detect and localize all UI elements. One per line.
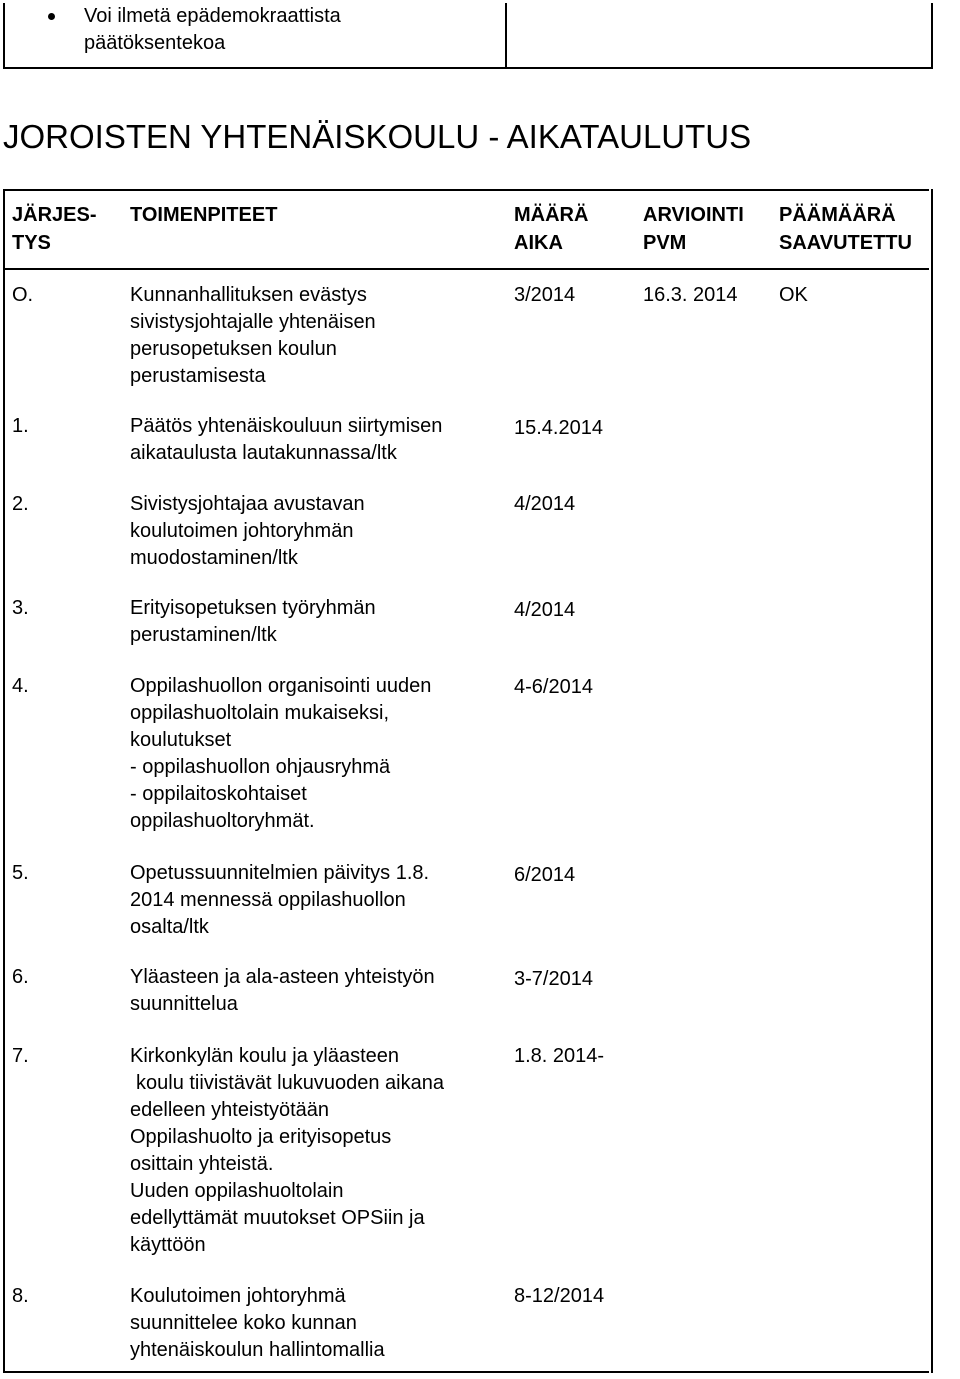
row-actions: Oppilashuollon organisointi uuden oppilashuoltolain mukaiseksi, koulutukset - oppilashuollon ohjausryhmä - oppilaitoskohtaiset oppilashuoltoryhmät. <box>130 675 432 832</box>
header-actions: TOIMENPITEET <box>130 204 278 226</box>
row-deadline: 4-6/2014 <box>514 676 593 698</box>
row-number: 6. <box>12 966 29 988</box>
row-actions: Päätös yhtenäiskouluun siirtymisen aikataulusta lautakunnassa/ltk <box>130 415 443 464</box>
row-number: 4. <box>12 675 29 697</box>
table-top-border <box>3 189 929 191</box>
row-actions: Koulutoimen johtoryhmä suunnittelee koko kunnan yhtenäiskoulun hallintomallia <box>130 1285 385 1361</box>
row-deadline: 4/2014 <box>514 599 576 621</box>
row-actions: Sivistysjohtajaa avustavan koulutoimen johtoryhmän muodostaminen/ltk <box>130 493 365 569</box>
row-actions: Erityisopetuksen työryhmän perustaminen/ltk <box>130 597 376 646</box>
row-number: 2. <box>12 493 29 515</box>
row-deadline: 15.4.2014 <box>514 417 603 439</box>
row-number: O. <box>12 284 34 306</box>
row-number: 5. <box>12 862 29 884</box>
header-deadline: MÄÄRÄ AIKA <box>514 204 589 254</box>
header-order: JÄRJES- TYS <box>12 204 97 254</box>
header-assessment-date: ARVIOINTI PVM <box>643 204 744 254</box>
row-actions: Kirkonkylän koulu ja yläasteen koulu tiivistävät lukuvuoden aikana edelleen yhteistyötään Oppilashuolto ja erityisopetus osittain yhteistä. Uuden oppilashuoltolain edellyttämät muutokset OPSiin ja käyttöön <box>130 1045 444 1256</box>
row-goal-achieved: OK <box>779 284 808 306</box>
table-bottom-border <box>3 1371 929 1373</box>
row-deadline: 8-12/2014 <box>514 1285 605 1307</box>
page-title: JOROISTEN YHTENÄISKOULU - AIKATAULUTUS <box>3 118 752 155</box>
row-actions: Yläasteen ja ala-asteen yhteistyön suunnittelua <box>130 966 435 1015</box>
row-number: 8. <box>12 1285 29 1307</box>
table-column-divider <box>505 3 507 67</box>
row-deadline: 3-7/2014 <box>514 968 593 990</box>
table-header-border <box>3 268 929 270</box>
row-actions: Kunnanhallituksen evästys sivistysjohtajalle yhtenäisen perusopetuksen koulun perustamisesta <box>130 284 376 387</box>
row-deadline: 3/2014 <box>514 284 576 306</box>
row-deadline: 1.8. 2014- <box>514 1045 605 1067</box>
bullet-icon <box>48 13 55 20</box>
row-number: 7. <box>12 1045 29 1067</box>
row-deadline: 4/2014 <box>514 493 576 515</box>
row-actions: Opetussuunnitelmien päivitys 1.8. 2014 mennessä oppilashuollon osalta/ltk <box>130 862 430 938</box>
row-number: 3. <box>12 597 29 619</box>
bullet-item-text: Voi ilmetä epädemokraattista päätöksentekoa <box>84 5 341 54</box>
row-assessment-date: 16.3. 2014 <box>643 284 738 306</box>
row-deadline: 6/2014 <box>514 864 576 886</box>
header-goal-achieved: PÄÄMÄÄRÄ SAAVUTETTU <box>779 204 912 254</box>
row-number: 1. <box>12 415 29 437</box>
